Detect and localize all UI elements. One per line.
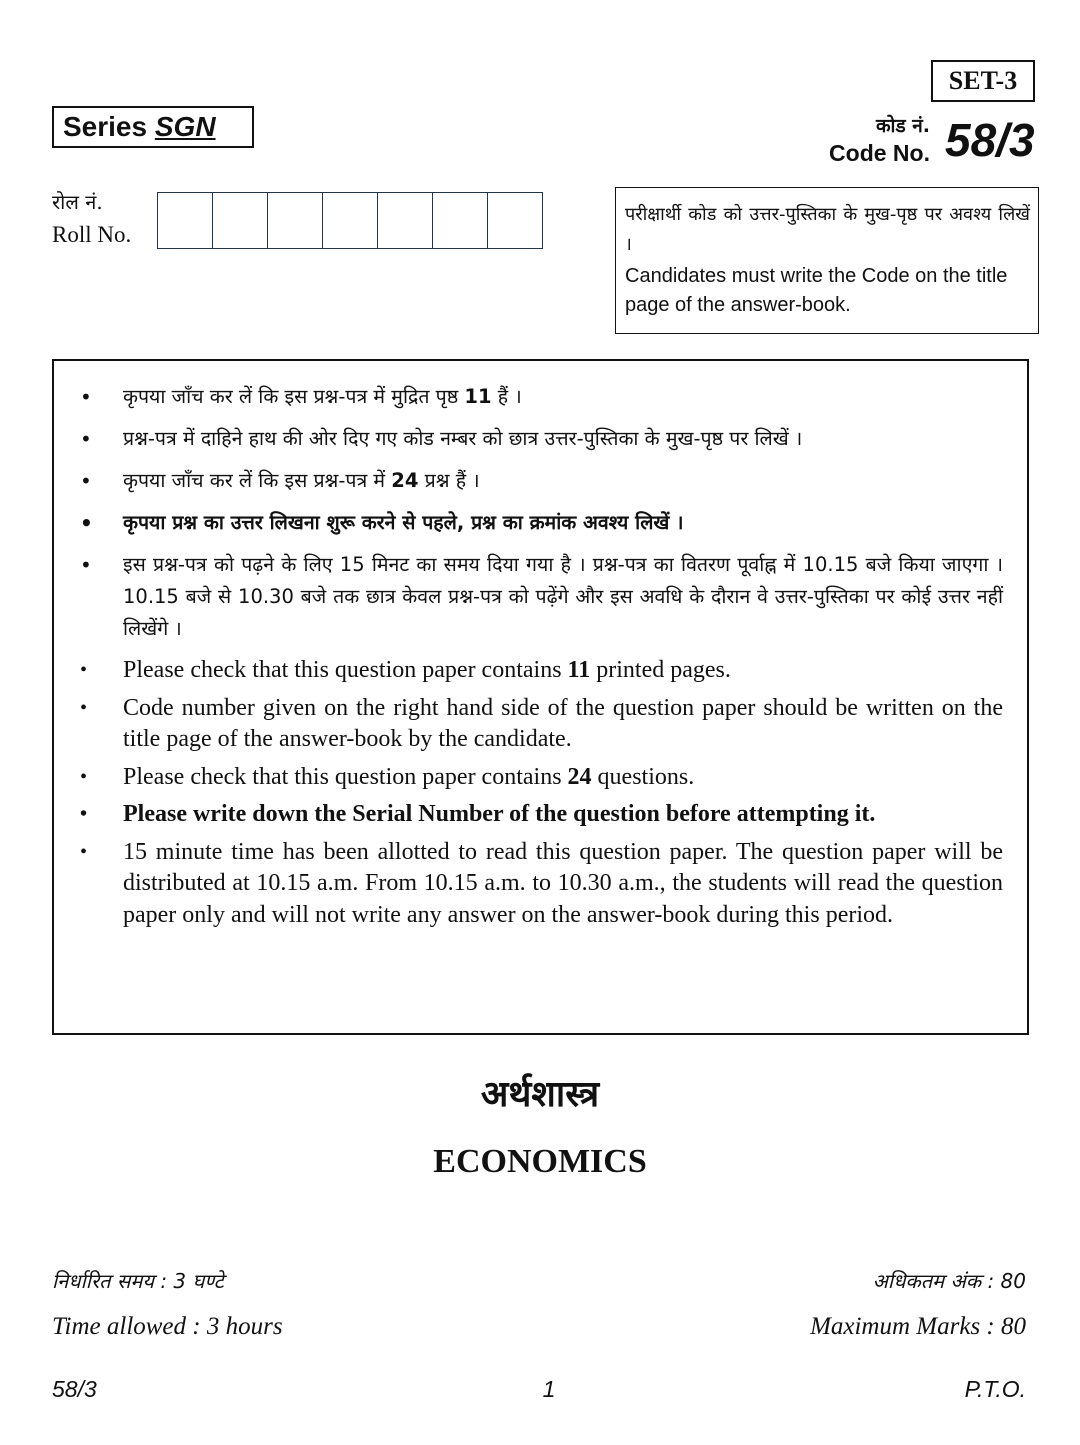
subject-title-english: ECONOMICS: [433, 1143, 647, 1180]
notice-english: Candidates must write the Code on the title page of the answer-book.: [625, 265, 1008, 316]
question-count: 24: [391, 469, 419, 492]
roll-number-box[interactable]: [378, 193, 433, 248]
set-label: SET-3: [931, 60, 1035, 102]
question-count: 24: [567, 763, 592, 790]
instruction-item: [78, 381, 1003, 413]
instructions-box: [52, 359, 1029, 1035]
roll-number-box[interactable]: [213, 193, 268, 248]
footer-code: 58/3: [52, 1376, 97, 1402]
time-allowed-english: Time allowed : 3 hours: [52, 1313, 283, 1340]
code-label-english: Code No.: [829, 140, 930, 166]
instruction-text: Please check that this question paper contains: [123, 763, 568, 790]
notice-hindi: परीक्षार्थी कोड को उत्तर-पुस्तिका के मुख-पृष्ठ पर अवश्य लिखें ।: [625, 204, 1030, 255]
instruction-item: [78, 762, 1003, 794]
instruction-text: प्रश्न-पत्र में दाहिने हाथ की ओर दिए गए कोड नम्बर को छात्र उत्तर-पुस्तिका के मुख-पृष्ठ पर लिखें ।: [123, 427, 803, 450]
roll-number-box[interactable]: [158, 193, 213, 248]
subject-title-hindi: अर्थशास्त्र: [480, 1074, 600, 1115]
instruction-item: [78, 465, 1003, 497]
instruction-text: इस प्रश्न-पत्र को पढ़ने के लिए 15 मिनट का समय दिया गया है । प्रश्न-पत्र का वितरण पूर्वाह्न में 10.15 बजे किया जाएगा । 10.15 बजे से 10.30 बजे तक छात्र केवल प्रश्न-पत्र को पढ़ेंगे और इस अवधि के दौरान वे उत्तर-पुस्तिका पर कोई उत्तर नहीं लिखेंगे ।: [123, 553, 1003, 640]
page-count: 11: [464, 385, 492, 408]
series-prefix: Series: [63, 111, 155, 142]
instruction-text: printed pages.: [590, 657, 731, 683]
time-allowed-hindi: निर्धारित समय : 3 घण्टे: [52, 1269, 224, 1293]
instruction-text: Please check that this question paper contains: [123, 657, 568, 683]
instruction-item: [78, 655, 1003, 687]
code-number: 58/3: [945, 114, 1035, 166]
max-marks-english: Maximum Marks : 80: [810, 1313, 1026, 1340]
instruction-item: [78, 507, 1003, 539]
instruction-text: Code number given on the right hand side of the question paper should be written on the title page of the answer-book by the candidate.: [123, 694, 1003, 752]
series-label: [52, 106, 254, 148]
instruction-text: प्रश्न हैं ।: [418, 469, 480, 492]
roll-label-english: Roll No.: [52, 222, 132, 247]
pto-label: P.T.O.: [964, 1376, 1026, 1402]
instruction-text: कृपया जाँच कर लें कि इस प्रश्न-पत्र में: [123, 469, 392, 492]
instruction-text: हैं ।: [491, 385, 522, 408]
candidate-notice: [615, 187, 1039, 334]
instruction-item: [78, 837, 1003, 932]
roll-number-box[interactable]: [268, 193, 323, 248]
instruction-text: कृपया जाँच कर लें कि इस प्रश्न-पत्र में मुद्रित पृष्ठ: [123, 385, 465, 408]
instruction-item: [78, 693, 1003, 756]
roll-label-hindi: रोल नं.: [52, 190, 103, 214]
max-marks-hindi: अधिकतम अंक : 80: [872, 1269, 1026, 1293]
instruction-item: [78, 549, 1003, 645]
instruction-text: 15 minute time has been allotted to read this question paper. The question paper will be distributed at 10.15 a.m. From 10.15 a.m. to 10.30 a.m., the students will read the question paper only and will not write any answer on the answer-book during this period.: [123, 838, 1003, 928]
instruction-text: questions.: [591, 763, 695, 790]
instruction-item: [78, 799, 1003, 831]
instructions-list: [78, 381, 1003, 931]
roll-number-grid: [157, 192, 543, 249]
page-number: 1: [542, 1376, 556, 1402]
series-code: SGN: [154, 111, 216, 142]
roll-number-box[interactable]: [323, 193, 378, 248]
roll-number-box[interactable]: [433, 193, 488, 248]
roll-number-box[interactable]: [488, 193, 543, 248]
instruction-text: कृपया प्रश्न का उत्तर लिखना शुरू करने से पहले, प्रश्न का क्रमांक अवश्य लिखें ।: [123, 511, 684, 534]
page-count: 11: [567, 657, 591, 683]
code-label-hindi: कोड नं.: [875, 115, 930, 137]
instruction-text: Please write down the Serial Number of the question before attempting it.: [123, 801, 876, 827]
instruction-item: [78, 423, 1003, 455]
